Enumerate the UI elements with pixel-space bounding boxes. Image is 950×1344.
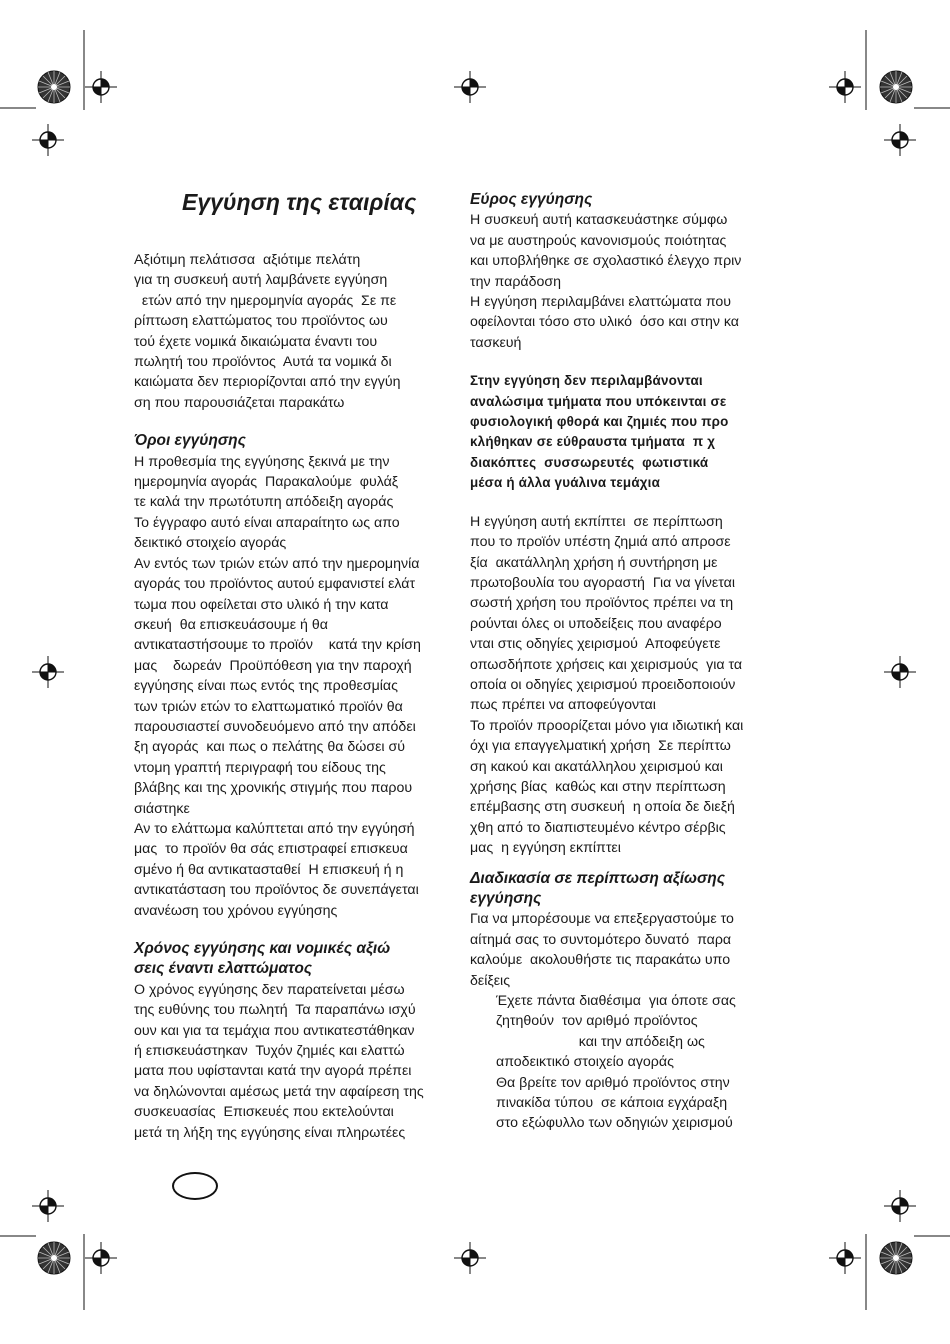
text-line: Στην εγγύηση δεν περιλαμβάνονται — [470, 373, 703, 389]
text-line: ετών από την ημερομηνία αγοράς Σε πε — [134, 292, 397, 309]
text-line: κλήθηκαν σε εύθραυστα τμήματα π χ — [470, 434, 716, 450]
time-heading-line: σεις έναντι ελαττώματος — [134, 960, 313, 978]
text-line: Η προθεσμία της εγγύησης ξεκινά με την — [134, 453, 390, 470]
text-line: και υποβλήθηκε σε σχολαστικό έλεγχο πριν — [470, 253, 742, 270]
text-line: την παράδοση — [470, 273, 562, 290]
procedure-list — [470, 991, 800, 1134]
list-line: Θα βρείτε τον αριθμό προϊόντος στην — [496, 1074, 730, 1091]
text-line: νται στις οδηγίες χειρισμού Αποφεύγετε — [470, 636, 721, 653]
text-line: μας το προϊόν θα σάς επιστραφεί επισκευα — [134, 841, 408, 858]
left-column — [134, 250, 454, 1143]
text-line: τασκευή — [470, 334, 522, 351]
text-line: ημερομηνία αγοράς Παρακαλούμε φυλάξ — [134, 474, 399, 491]
scope-section — [470, 210, 800, 353]
text-line: Αν εντός των τριών ετών από την ημερομηνία — [134, 555, 420, 572]
text-line: πως πρέπει να αποφεύγονται — [470, 697, 656, 714]
list-line: αποδεικτικό στοιχείο αγοράς — [496, 1054, 674, 1071]
text-line: ξη αγοράς και πως ο πελάτης θα δώσει σύ — [134, 739, 406, 756]
text-line: σμένο ή θα αντικατασταθεί Η επισκευή ή η — [134, 861, 404, 878]
list-line: και την απόδειξη ως — [496, 1033, 705, 1050]
text-line: δεικτικό στοιχείο αγοράς — [134, 535, 287, 552]
text-line: συσκευασίας Επισκευές που εκτελούνται — [134, 1104, 394, 1121]
text-line: αγοράς του προϊόντος αυτού εμφανιστεί ελάτ — [134, 576, 416, 593]
list-line: πινακίδα τύπου σε κάποια εγχάραξη — [496, 1095, 728, 1112]
text-line: καλούμε ακολουθήστε τις παρακάτω υπο — [470, 952, 731, 969]
text-line: ή επισκευάστηκαν Τυχόν ζημιές και ελαττώ — [134, 1043, 405, 1060]
procedure-heading-line: Διαδικασία σε περίπτωση αξίωσης — [470, 869, 725, 887]
text-line: μας δωρεάν Προϋπόθεση για την παροχή — [134, 657, 412, 674]
void-section — [470, 512, 800, 859]
text-line: πρωτοβουλία του αγοραστή Για να γίνεται — [470, 574, 735, 591]
text-line: σωστή χρήση του προϊόντος πρέπει να τη — [470, 595, 734, 612]
text-line: ουν και για τα τεμάχια που αντικατεστάθηκαν — [134, 1022, 415, 1039]
text-line: αντικαταστήσουμε το προϊόν κατά την κρίση — [134, 637, 421, 654]
text-line: όχι για επαγγελματική χρήση Σε περίπτω — [470, 738, 731, 755]
text-line: Η εγγύηση περιλαμβάνει ελαττώματα που — [470, 294, 732, 311]
text-line: οφείλονται τόσο στο υλικό όσο και στην κα — [470, 314, 740, 331]
page-title: Εγγύηση της εταιρίας — [182, 189, 417, 215]
text-line: χθη από το διαπιστευμένο κέντρο σέρβις — [470, 819, 726, 836]
text-line: Αξιότιμη πελάτισσα αξιότιμε πελάτη — [134, 252, 361, 268]
text-line: των τριών ετών το ελαττωματικό προϊόν θα — [134, 698, 403, 715]
text-line: ξία ακατάλληλη χρήση ή συντήρηση με — [470, 554, 718, 571]
text-line: σκευή θα επισκευάσουμε ή θα — [134, 616, 328, 633]
text-line: ρούνται όλες οι υποδείξεις που αναφέρο — [470, 615, 722, 632]
text-line: πωλητή του προϊόντος Αυτά τα νομικά δι — [134, 354, 392, 371]
text-line: δείξεις — [470, 972, 511, 989]
text-line: φυσιολογική φθορά και ζημιές που προ — [470, 414, 729, 430]
text-line: αναλώσιμα τμήματα που υπόκεινται σε — [470, 393, 727, 409]
text-line: μας η εγγύηση εκπίπτει — [470, 840, 621, 857]
text-line: τωμα που οφείλεται στο υλικό ή την κατα — [134, 596, 389, 613]
language-oval — [172, 1172, 218, 1200]
text-line: αίτημά σας το συντομότερο δυνατό παρα — [470, 931, 732, 948]
list-line: ζητηθούν τον αριθμό προϊόντος — [496, 1013, 698, 1030]
text-line: ματα που υφίστανται κατά την αγορά πρέπει — [134, 1063, 412, 1080]
text-line: βλάβης και της χρονικής στιγμής που παρου — [134, 780, 413, 797]
text-line: ανανέωση του χρόνου εγγύησης — [134, 902, 338, 919]
text-line: μέσα ή άλλα γυάλινα τεμάχια — [470, 475, 661, 491]
right-column — [470, 190, 800, 1134]
text-line: χρήσης βίας καθώς και στην περίπτωση — [470, 778, 726, 795]
text-line: Αν το ελάττωμα καλύπτεται από την εγγύησή — [134, 820, 415, 837]
text-line: διακόπτες συσσωρευτές φωτιστικά — [470, 454, 709, 470]
text-line: επέμβασης στη συσκευή η οποία δε διεξή — [470, 799, 735, 816]
scope-heading: Εύρος εγγύησης — [470, 191, 593, 208]
intro-paragraph — [134, 250, 454, 413]
text-line: Το έγγραφο αυτό είναι απαραίτητο ως απο — [134, 514, 400, 531]
text-line: καιώματα δεν περιορίζονται από την εγγύη — [134, 374, 401, 391]
text-line: Η συσκευή αυτή κατασκευάστηκε σύμφω — [470, 212, 728, 229]
procedure-section — [470, 909, 800, 991]
text-line: σιάστηκε — [134, 800, 190, 817]
list-line: Έχετε πάντα διαθέσιμα για όποτε σας — [496, 993, 736, 1010]
text-line: τε καλά την πρωτότυπη απόδειξη αγοράς — [134, 494, 394, 511]
text-line: Το προϊόν προορίζεται μόνο για ιδιωτική και — [470, 717, 744, 734]
text-line: ση που παρουσιάζεται παρακάτω — [134, 394, 345, 411]
text-line: που το προϊόν υπέστη ζημιά από απροσε — [470, 534, 731, 551]
procedure-heading-line: εγγύησης — [470, 890, 542, 907]
text-line: οποία οι οδηγίες χειρισμού προειδοποιούν — [470, 676, 736, 693]
exclusions-notice — [470, 371, 800, 493]
text-line: για τη συσκευή αυτή λαμβάνετε εγγύηση — [134, 272, 388, 289]
text-line: ρίπτωση ελαττώματος του προϊόντος ωυ — [134, 313, 388, 330]
text-line: να με αυστηρούς κανονισμούς ποιότητας — [470, 232, 727, 249]
text-line: Ο χρόνος εγγύησης δεν παρατείνεται μέσω — [134, 981, 405, 998]
text-line: ση κακού και ακατάλληλου χειρισμού και — [470, 758, 723, 775]
text-line: Η εγγύηση αυτή εκπίπτει σε περίπτωση — [470, 513, 723, 530]
text-line: αντικατάσταση του προϊόντος δε συνεπάγεται — [134, 882, 419, 899]
list-line: στο εξώφυλλο των οδηγιών χειρισμού — [496, 1115, 733, 1132]
time-heading-line: Χρόνος εγγύησης και νομικές αξιώ — [134, 940, 391, 957]
terms-section — [134, 452, 454, 921]
text-line: παρουσιαστεί συνοδευόμενο από την απόδει — [134, 718, 416, 735]
time-section — [134, 980, 454, 1143]
text-line: τού έχετε νομικά δικαιώματα έναντι του — [134, 333, 378, 350]
text-line: μετά τη λήξη της εγγύησης είναι πληρωτέες — [134, 1124, 406, 1141]
text-line: να δηλώνονται αμέσως μετά την αφαίρεση της — [134, 1083, 424, 1100]
text-line: ντομη γραπτή περιγραφή του είδους της — [134, 759, 386, 776]
text-line: οπωσδήποτε χρήσεις και χειρισμούς για τα — [470, 656, 743, 673]
terms-heading: Όροι εγγύησης — [134, 432, 246, 450]
text-line: εγγύησης είναι πως εντός της προθεσμίας — [134, 678, 398, 695]
text-line: Για να μπορέσουμε να επεξεργαστούμε το — [470, 911, 734, 928]
text-line: της ευθύνης του πωλητή Τα παραπάνω ισχύ — [134, 1002, 416, 1019]
